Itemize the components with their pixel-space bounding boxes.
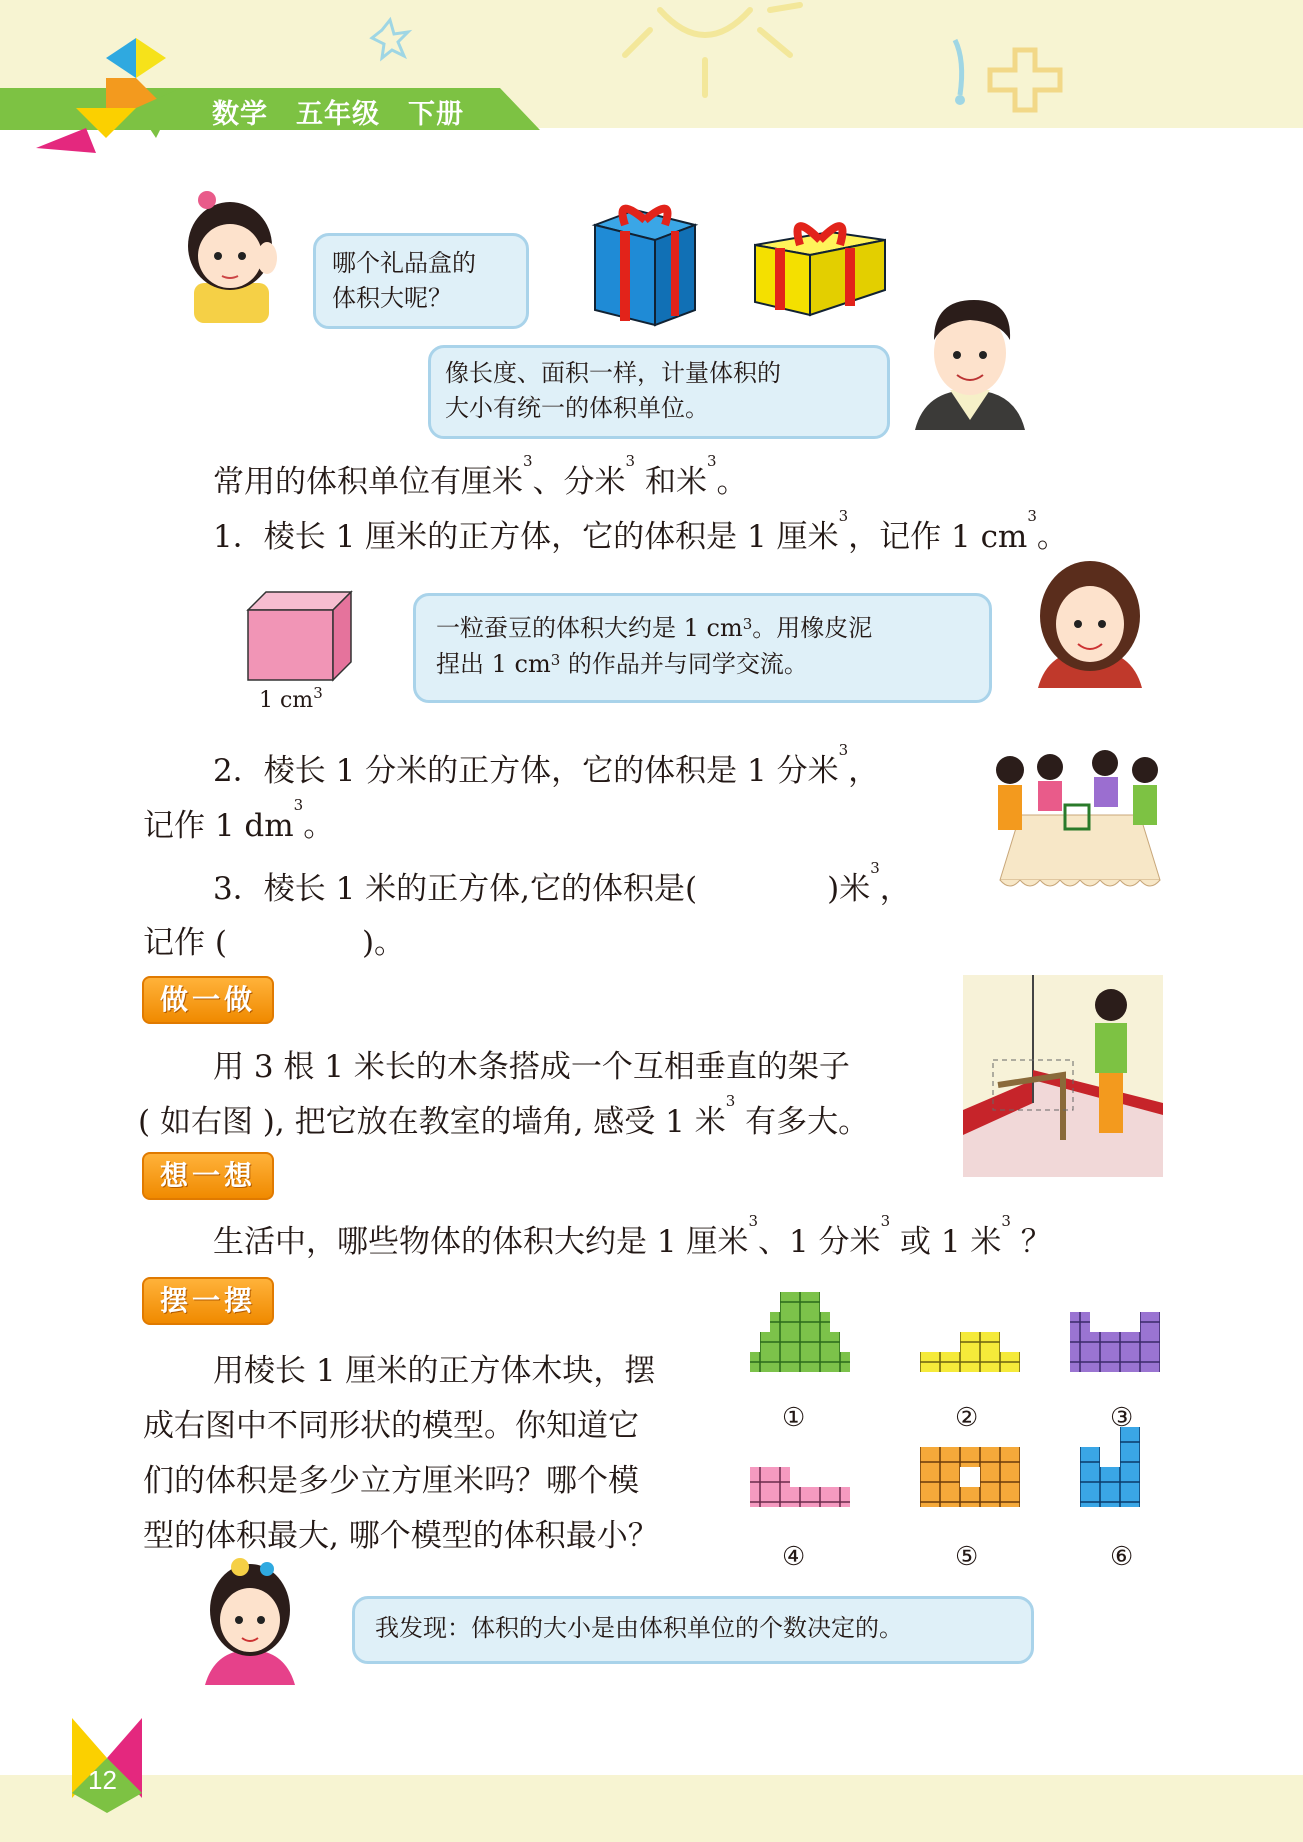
sup: 3 — [523, 452, 533, 470]
page-number: 12 — [88, 1765, 117, 1795]
text: 。 — [1036, 519, 1068, 555]
item-2-line-1 — [213, 741, 880, 790]
model-1 — [750, 1292, 850, 1372]
tangram-logo — [36, 28, 186, 158]
footer-band — [0, 1775, 1303, 1842]
model-3 — [1070, 1312, 1160, 1372]
text: 摆一摆 — [159, 1284, 256, 1317]
teacher-speech-bubble — [428, 345, 890, 439]
text: 。 — [303, 808, 335, 844]
yellow-gift-box — [750, 210, 890, 320]
text: 想一想 — [159, 1159, 256, 1192]
bubble-line — [436, 646, 989, 682]
sup: 3 — [725, 1092, 736, 1110]
woman-speech-bubble — [413, 593, 992, 703]
bubble-line: 大小有统一的体积单位。 — [445, 394, 709, 422]
arrange-text-line-2: 成右图中不同形状的模型。你知道它 — [143, 1408, 639, 1444]
bubble-line: 体积大呢？ — [332, 284, 452, 312]
arrange-text-line-1: 用棱长 1 厘米的正方体木块，摆 — [213, 1353, 656, 1389]
bubble-line — [436, 610, 989, 646]
do-text-line-1 — [213, 1041, 850, 1086]
children-at-table-illustration — [990, 745, 1170, 910]
text: 和米 — [635, 464, 707, 500]
sup: 3 — [748, 1212, 758, 1230]
text: 生活中，哪些物体的体积大约是 1 厘米 — [213, 1224, 749, 1260]
sup: 3 — [625, 452, 636, 470]
sup: 3 — [742, 615, 753, 633]
text: 、1 分米 — [757, 1224, 881, 1260]
text: ？ — [1010, 1224, 1052, 1260]
sup: 3 — [706, 452, 717, 470]
arrange-text-line-4: 型的体积最大, 哪个模型的体积最小？ — [143, 1518, 659, 1554]
text: 1 cm — [259, 688, 314, 713]
sup: 3 — [880, 1212, 891, 1230]
think-text — [213, 1212, 1052, 1261]
section-tag-think — [142, 1152, 274, 1200]
sup: 3 — [1027, 507, 1037, 525]
text: 记作 ( — [143, 925, 227, 961]
section-tag-do — [142, 976, 274, 1024]
sup: 3 — [550, 651, 561, 669]
girl-discover-illustration — [195, 1555, 305, 1685]
text: 记作 1 dm — [143, 808, 294, 844]
girl-speech-bubble — [313, 233, 529, 329]
text: 用 3 根 1 米长的木条搭成一个互相垂直的架子 — [213, 1049, 850, 1085]
sup: 3 — [838, 741, 849, 759]
model-label-1: ① — [782, 1403, 806, 1433]
cube-label — [259, 684, 323, 713]
model-label-2: ② — [955, 1403, 979, 1433]
item-3-line-2 — [143, 917, 405, 962]
text: )。 — [361, 925, 406, 961]
sup: 3 — [293, 796, 304, 814]
text: 常用的体积单位有厘米 — [213, 464, 523, 500]
text: 。 — [716, 464, 748, 500]
model-2 — [920, 1332, 1020, 1372]
text: )米 — [827, 871, 871, 907]
do-text-line-2 — [138, 1092, 870, 1141]
units-intro-line — [213, 452, 748, 501]
text: 2．棱长 1 分米的正方体，它的体积是 1 分米 — [213, 753, 839, 789]
text: 、分米 — [532, 464, 626, 500]
bubble-line: 我发现：体积的大小是由体积单位的个数决定的。 — [375, 1614, 903, 1642]
bubble-line: 哪个礼品盒的 — [332, 249, 476, 277]
text: ( 如右图 ), 把它放在教室的墙角, 感受 1 米 — [138, 1104, 726, 1140]
male-teacher-illustration — [905, 295, 1030, 430]
blue-gift-box — [585, 195, 710, 330]
discover-speech-bubble — [352, 1596, 1034, 1664]
item-1-cubic-centimeter — [213, 507, 1068, 556]
model-label-5: ⑤ — [955, 1542, 979, 1572]
wall-corner-frame-illustration — [963, 975, 1163, 1177]
model-label-4: ④ — [782, 1542, 806, 1572]
text: ， — [848, 753, 880, 789]
text: 捏出 1 cm — [436, 650, 551, 678]
model-label-6: ⑥ — [1110, 1542, 1134, 1572]
model-6 — [1080, 1427, 1140, 1507]
female-teacher-illustration — [1030, 558, 1148, 688]
text: ， — [879, 871, 911, 907]
text: 有多大。 — [735, 1104, 870, 1140]
text: ，记作 1 cm — [848, 519, 1028, 555]
sup: 3 — [870, 859, 880, 877]
sup: 3 — [838, 507, 849, 525]
arrange-text-line-3: 们的体积是多少立方厘米吗？哪个模 — [143, 1463, 639, 1499]
text: 做一做 — [159, 983, 256, 1016]
page-header-title: 数学 五年级 下册 — [212, 99, 464, 130]
model-4 — [750, 1467, 850, 1507]
text: 一粒蚕豆的体积大约是 1 cm — [436, 614, 743, 642]
text: 3．棱长 1 米的正方体,它的体积是( — [213, 871, 698, 907]
model-label-3: ③ — [1110, 1403, 1134, 1433]
text: 。用橡皮泥 — [752, 614, 873, 642]
item-2-line-2 — [143, 796, 335, 845]
model-5 — [920, 1447, 1020, 1507]
sup: 3 — [1001, 1212, 1011, 1230]
sup: 3 — [313, 684, 323, 702]
text: 或 1 米 — [890, 1224, 1002, 1260]
girl-thinking-illustration — [172, 188, 292, 323]
text: 的作品并与同学交流。 — [560, 650, 808, 678]
text: 1．棱长 1 厘米的正方体，它的体积是 1 厘米 — [213, 519, 839, 555]
bubble-line: 像长度、面积一样，计量体积的 — [445, 359, 781, 387]
pink-cube-1cm3 — [246, 590, 356, 685]
section-tag-arrange — [142, 1277, 274, 1325]
item-3-line-1 — [213, 859, 911, 908]
